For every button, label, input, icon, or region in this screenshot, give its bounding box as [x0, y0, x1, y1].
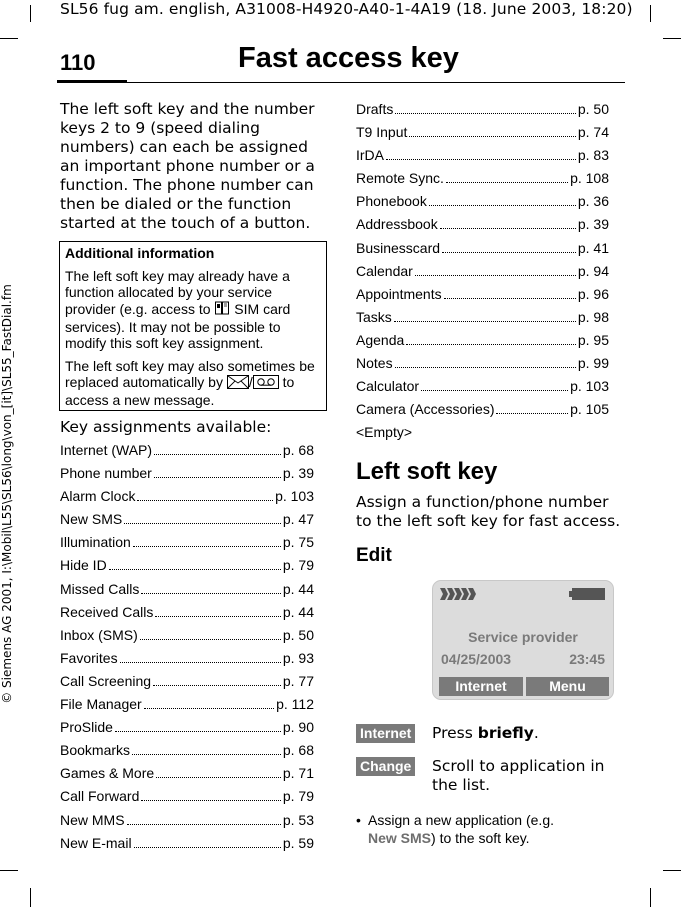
- bullet-text: ) to the soft key.: [431, 830, 530, 846]
- toc-entry-label: Missed Calls: [60, 580, 140, 597]
- toc-leader-dots: [444, 298, 576, 299]
- toc-leader-dots: [154, 454, 281, 455]
- toc-leader-dots: [446, 182, 568, 183]
- bullet-assign: • Assign a new application (e.g. New SMS) to the soft key.: [356, 812, 554, 846]
- battery-icon: [569, 587, 605, 606]
- change-key-label: Change: [356, 757, 415, 776]
- toc-entry-page: p. 95: [577, 331, 609, 348]
- toc-entry-page: p. 74: [577, 124, 609, 141]
- internet-key-label: Internet: [356, 724, 415, 743]
- info-text: to access a new message.: [65, 374, 295, 409]
- toc-entry-page: p. 75: [282, 534, 314, 551]
- crop-mark: [650, 5, 651, 22]
- toc-entry: [60, 534, 314, 557]
- step-text: Press: [432, 724, 478, 742]
- new-sms-term: New SMS: [368, 830, 432, 846]
- info-text: /: [248, 374, 253, 391]
- toc-leader-dots: [127, 824, 281, 825]
- toc-entry-page: p. 108: [570, 170, 609, 187]
- phone-provider: Service provider: [468, 629, 578, 645]
- crop-mark: [0, 870, 18, 871]
- toc-entry: [356, 263, 609, 286]
- step-1-text: [432, 724, 632, 743]
- phone-menu-softkey: Menu: [526, 677, 609, 696]
- toc-entry-page: p. 68: [282, 742, 314, 759]
- toc-entry: [60, 627, 314, 650]
- toc-entry-label: Received Calls: [60, 603, 154, 620]
- phone-display: [432, 580, 614, 700]
- toc-entry: [356, 355, 609, 378]
- toc-entry-label: Inbox (SMS): [60, 626, 138, 643]
- toc-leader-dots: [409, 136, 575, 137]
- phone-internet-softkey: Internet: [439, 677, 523, 696]
- toc-leader-dots: [442, 252, 576, 253]
- page-number: 110: [60, 50, 96, 75]
- toc-entry-label: New SMS: [60, 511, 123, 528]
- phone-date: 04/25/2003: [441, 651, 512, 667]
- toc-entry-label: New MMS: [60, 811, 125, 828]
- toc-entry-label: Call Forward: [60, 788, 140, 805]
- toc-entry-label: Games & More: [60, 765, 155, 782]
- toc-entry: [356, 401, 609, 424]
- crop-mark: [30, 888, 31, 907]
- toc-entry-page: p. 83: [577, 147, 609, 164]
- toc-entry: [60, 742, 314, 765]
- toc-leader-dots: [137, 500, 273, 501]
- toc-entry-page: p. 96: [577, 285, 609, 302]
- toc-entry-label: Drafts: [356, 101, 394, 117]
- toc-entry: [356, 170, 609, 193]
- toc-entry-page: p. 90: [282, 719, 314, 736]
- info-box-para-1: [65, 268, 321, 352]
- key-assignments-label: Key assignments available:: [60, 418, 272, 436]
- info-box-title: Additional information: [65, 245, 215, 261]
- toc-entry-label: Phone number: [60, 465, 152, 482]
- toc-entry-page: p. 112: [276, 696, 314, 713]
- toc-entry: [356, 240, 609, 263]
- side-file-path: © Siemens AG 2001, I:\Mobil\L55\SL56\long\von_[it]\SL55_FastDial.fm: [0, 284, 14, 704]
- toc-leader-dots: [394, 321, 576, 322]
- toc-entry-label: Bookmarks: [60, 742, 131, 759]
- toc-entry-label: Camera (Accessories): [356, 401, 495, 418]
- info-box-para-2: [65, 358, 321, 409]
- toc-entry: [60, 812, 314, 835]
- toc-leader-dots: [156, 777, 281, 778]
- toc-entry-page: p. 68: [282, 442, 314, 458]
- toc-entry: [60, 650, 314, 673]
- toc-leader-dots: [144, 708, 274, 709]
- toc-entry-page: p. 103: [275, 488, 314, 505]
- toc-entry-page: p. 44: [282, 580, 314, 597]
- toc-leader-dots: [154, 477, 281, 478]
- step-text-bold: briefly: [477, 724, 534, 742]
- signal-strength-icon: [439, 587, 479, 606]
- left-soft-key-heading: Left soft key: [356, 458, 498, 485]
- toc-entry-label: Illumination: [60, 534, 131, 551]
- toc-leader-dots: [386, 159, 576, 160]
- toc-entry-label: Remote Sync.: [356, 170, 444, 187]
- intro-paragraph: The left soft key and the number keys 2 to 9 (speed dialing numbers) can each be assigned an important phone number or a function. The phone number can then be dialed or the function started at the touch of a button.: [60, 100, 315, 232]
- toc-entry: [60, 465, 314, 488]
- toc-entry-page: p. 79: [282, 557, 314, 574]
- toc-entry: [356, 124, 609, 147]
- toc-entry-label: Internet (WAP): [60, 442, 153, 458]
- toc-leader-dots: [395, 113, 576, 114]
- edit-heading: Edit: [356, 545, 392, 566]
- toc-leader-dots: [140, 639, 281, 640]
- toc-entry: [60, 511, 314, 534]
- step-2-text: Scroll to application in the list.: [432, 757, 605, 794]
- toc-entry-page: p. 98: [577, 308, 609, 325]
- running-head: SL56 fug am. english, A31008-H4920-A40-1-4A19 (18. June 2003, 18:20): [60, 0, 633, 18]
- toc-entry-label: Alarm Clock: [60, 488, 136, 505]
- toc-entry-page: p. 50: [577, 101, 609, 117]
- toc-entry-label: IrDA: [356, 147, 384, 164]
- toc-leader-dots: [395, 367, 576, 368]
- toc-entry: [60, 581, 314, 604]
- toc-entry-label: New E-mail: [60, 834, 132, 851]
- toc-entry-page: p. 77: [282, 672, 314, 689]
- toc-entry: [356, 309, 609, 332]
- toc-entry-page: p. 39: [282, 465, 314, 482]
- additional-info-box: [59, 241, 327, 411]
- toc-entry-label: Agenda: [356, 331, 405, 348]
- toc-leader-dots: [429, 205, 576, 206]
- toc-entry: [60, 788, 314, 811]
- toc-leader-dots: [124, 523, 281, 524]
- toc-entry-page: p. 94: [577, 262, 609, 279]
- envelope-icon: [227, 375, 249, 393]
- toc-leader-dots: [120, 662, 281, 663]
- toc-entry: [60, 719, 314, 742]
- toc-right-list: [356, 101, 609, 424]
- toc-leader-dots: [109, 569, 281, 570]
- toc-entry: [60, 696, 314, 719]
- info-text: The left soft key may also sometimes be replaced automatically by: [65, 357, 315, 391]
- bullet-text: Assign a new application (e.g.: [368, 812, 554, 828]
- toc-left-list: [60, 442, 314, 858]
- toc-entry: [60, 488, 314, 511]
- toc-entry-label: Notes: [356, 355, 393, 372]
- toc-entry-page: p. 103: [570, 378, 609, 395]
- toc-leader-dots: [440, 228, 576, 229]
- left-soft-key-description: Assign a function/phone number to the left soft key for fast access.: [356, 493, 621, 530]
- toc-entry: [356, 286, 609, 309]
- toc-entry-label: Calendar: [356, 262, 413, 279]
- toc-leader-dots: [133, 546, 281, 547]
- toc-entry-label: T9 Input: [356, 124, 408, 141]
- toc-entry-page: p. 39: [577, 216, 609, 233]
- toc-entry: [60, 835, 314, 858]
- toc-entry-page: p. 59: [282, 834, 314, 851]
- toc-entry-page: p. 44: [282, 603, 314, 620]
- toc-entry-page: p. 36: [577, 193, 609, 210]
- toc-leader-dots: [132, 754, 281, 755]
- toc-entry-page: p. 50: [282, 626, 314, 643]
- toc-entry-label: Calculator: [356, 378, 420, 395]
- toc-leader-dots: [115, 731, 281, 732]
- toc-entry: [356, 378, 609, 401]
- header-rule-thick: [57, 80, 127, 83]
- toc-entry: [60, 557, 314, 580]
- toc-entry: [356, 101, 609, 124]
- phone-time: 23:45: [569, 651, 605, 667]
- toc-entry-label: Addressbook: [356, 216, 438, 233]
- toc-entry: [356, 147, 609, 170]
- toc-entry-page: p. 47: [282, 511, 314, 528]
- crop-mark: [0, 38, 18, 39]
- info-text: SIM card services). It may not be possible to modify this soft key assignment.: [65, 300, 291, 352]
- toc-entry-page: p. 99: [577, 355, 609, 372]
- toc-entry-label: Businesscard: [356, 239, 441, 256]
- toc-entry-page: p. 93: [282, 649, 314, 666]
- toc-entry-label: Call Screening: [60, 672, 152, 689]
- toc-entry: [356, 332, 609, 355]
- header-rule: [127, 82, 625, 83]
- page-title: Fast access key: [238, 42, 459, 74]
- toc-entry: [60, 673, 314, 696]
- toc-leader-dots: [134, 847, 281, 848]
- toc-leader-dots: [153, 685, 281, 686]
- toc-entry-label: Tasks: [356, 308, 392, 325]
- step-text: .: [533, 724, 539, 742]
- toc-entry-label: File Manager: [60, 696, 142, 713]
- sim-card-icon: [214, 301, 230, 319]
- crop-mark: [663, 870, 681, 871]
- crop-mark: [663, 38, 681, 39]
- toc-entry-page: p. 105: [570, 401, 609, 418]
- toc-entry-page: p. 53: [282, 811, 314, 828]
- toc-entry-label: Phonebook: [356, 193, 427, 210]
- toc-entry-label: Hide ID: [60, 557, 107, 574]
- toc-entry-label: ProSlide: [60, 719, 113, 736]
- toc-entry: [356, 216, 609, 239]
- toc-leader-dots: [406, 344, 576, 345]
- toc-entry-label: Appointments: [356, 285, 442, 302]
- toc-leader-dots: [141, 800, 281, 801]
- toc-entry-page: p. 41: [577, 239, 609, 256]
- toc-entry: [60, 442, 314, 465]
- toc-entry: [60, 765, 314, 788]
- voicemail-icon: [253, 375, 279, 393]
- toc-entry-page: p. 71: [282, 765, 314, 782]
- toc-entry: [60, 604, 314, 627]
- info-text: The left soft key may already have a function allocated by your service provider (e.g. access to: [65, 267, 290, 317]
- toc-empty-entry: <Empty>: [356, 424, 413, 440]
- toc-leader-dots: [421, 390, 568, 391]
- toc-leader-dots: [415, 275, 576, 276]
- toc-leader-dots: [496, 413, 568, 414]
- crop-mark: [30, 5, 31, 22]
- toc-leader-dots: [141, 593, 281, 594]
- toc-leader-dots: [155, 616, 280, 617]
- toc-entry-page: p. 79: [282, 788, 314, 805]
- toc-entry: [356, 193, 609, 216]
- toc-entry-label: Favorites: [60, 649, 118, 666]
- crop-mark: [650, 888, 651, 907]
